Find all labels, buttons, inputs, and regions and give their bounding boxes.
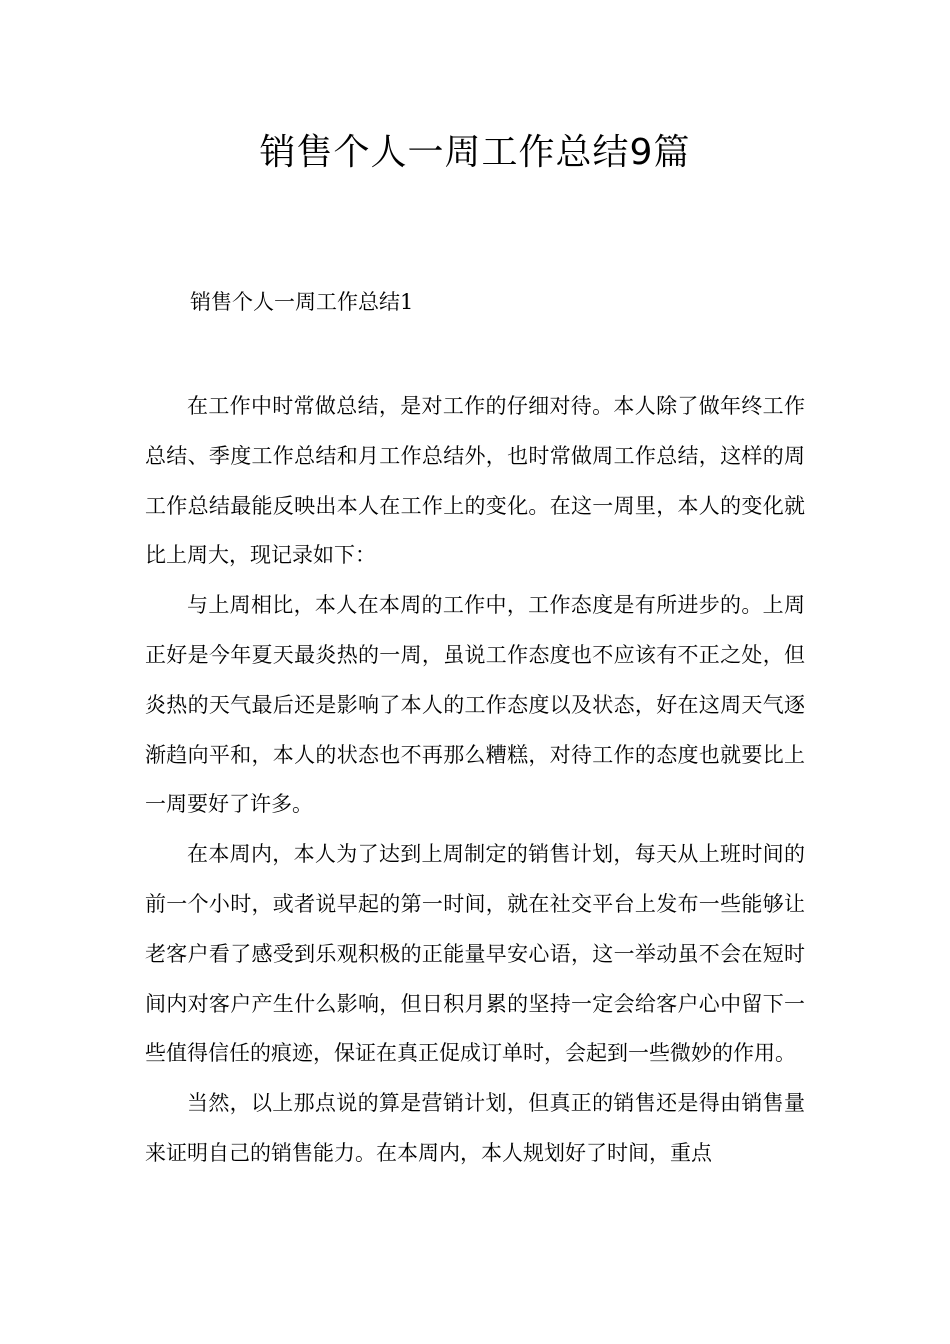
paragraph-3: 在本周内，本人为了达到上周制定的销售计划，每天从上班时间的前一个小时，或者说早起的第一时间，就在社交平台上发布一些能够让老客户看了感受到乐观积极的正能量早安心语，这一举动虽不会在短时间内对客户产生什么影响，但日积月累的坚持一定会给客户心中留下一些值得信任的痕迹，保证在真正促成订单时，会起到一些微妙的作用。 — [145, 842, 805, 1066]
paragraph-4: 当然，以上那点说的算是营销计划，但真正的销售还是得由销售量来证明自己的销售能力。在本周内，本人规划好了时间，重点 — [145, 1091, 805, 1165]
document-title: 销售个人一周工作总结9篇 — [259, 132, 691, 173]
paragraph-1: 在工作中时常做总结，是对工作的仔细对待。本人除了做年终工作总结、季度工作总结和月工作总结外，也时常做周工作总结，这样的周工作总结最能反映出本人在工作上的变化。在这一周里，本人的变化就比上周大，现记录如下： — [145, 394, 805, 568]
document-body — [145, 382, 805, 1179]
paragraph-2: 与上周相比，本人在本周的工作中，工作态度是有所进步的。上周正好是今年夏天最炎热的一周，虽说工作态度也不应该有不正之处，但炎热的天气最后还是影响了本人的工作态度以及状态，好在这周天气逐渐趋向平和，本人的状态也不再那么糟糕，对待工作的态度也就要比上一周要好了许多。 — [145, 593, 805, 817]
section-heading: 销售个人一周工作总结1 — [190, 290, 414, 314]
